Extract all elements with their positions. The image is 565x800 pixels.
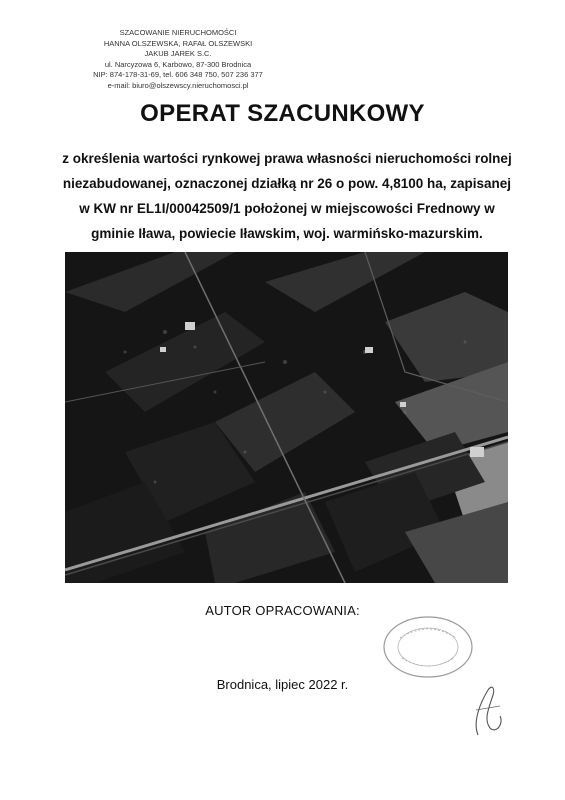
round-seal-icon: [380, 612, 475, 682]
subtitle-line: niezabudowanej, oznaczonej działką nr 26 o pow. 4,8100 ha, zapisanej: [62, 176, 512, 191]
subtitle-line: w KW nr EL1I/00042509/1 położonej w miejscowości Frednowy w: [79, 201, 495, 216]
aerial-photo: [65, 252, 508, 583]
author-label: AUTOR OPRACOWANIA:: [205, 603, 360, 618]
stamp-line: SZACOWANIE NIERUCHOMOŚCI: [119, 28, 237, 37]
stamp-line: NIP: 874-178-31-69, tel. 606 348 750, 507 236 377: [93, 70, 263, 79]
subtitle-line: z określenia wartości rynkowej prawa własności nieruchomości rolnej: [62, 151, 512, 166]
place-and-date: Brodnica, lipiec 2022 r.: [216, 677, 349, 692]
subtitle-line: gminie Iława, powiecie Iławskim, woj. warmińsko-mazurskim.: [91, 226, 483, 241]
stamp-line: HANNA OLSZEWSKA, RAFAŁ OLSZEWSKI: [103, 38, 253, 48]
company-stamp: [78, 28, 278, 91]
signature-icon: [470, 680, 510, 740]
stamp-line: JAKUB JAREK S.C.: [144, 49, 212, 58]
stamp-line: e-mail: biuro@olszewscy.nieruchomosci.pl: [107, 80, 249, 90]
document-subtitle: [62, 146, 512, 246]
document-title: OPERAT SZACUNKOWY: [140, 100, 425, 127]
stamp-line: ul. Narcyzowa 6, Karbowo, 87-300 Brodnica: [104, 59, 252, 69]
